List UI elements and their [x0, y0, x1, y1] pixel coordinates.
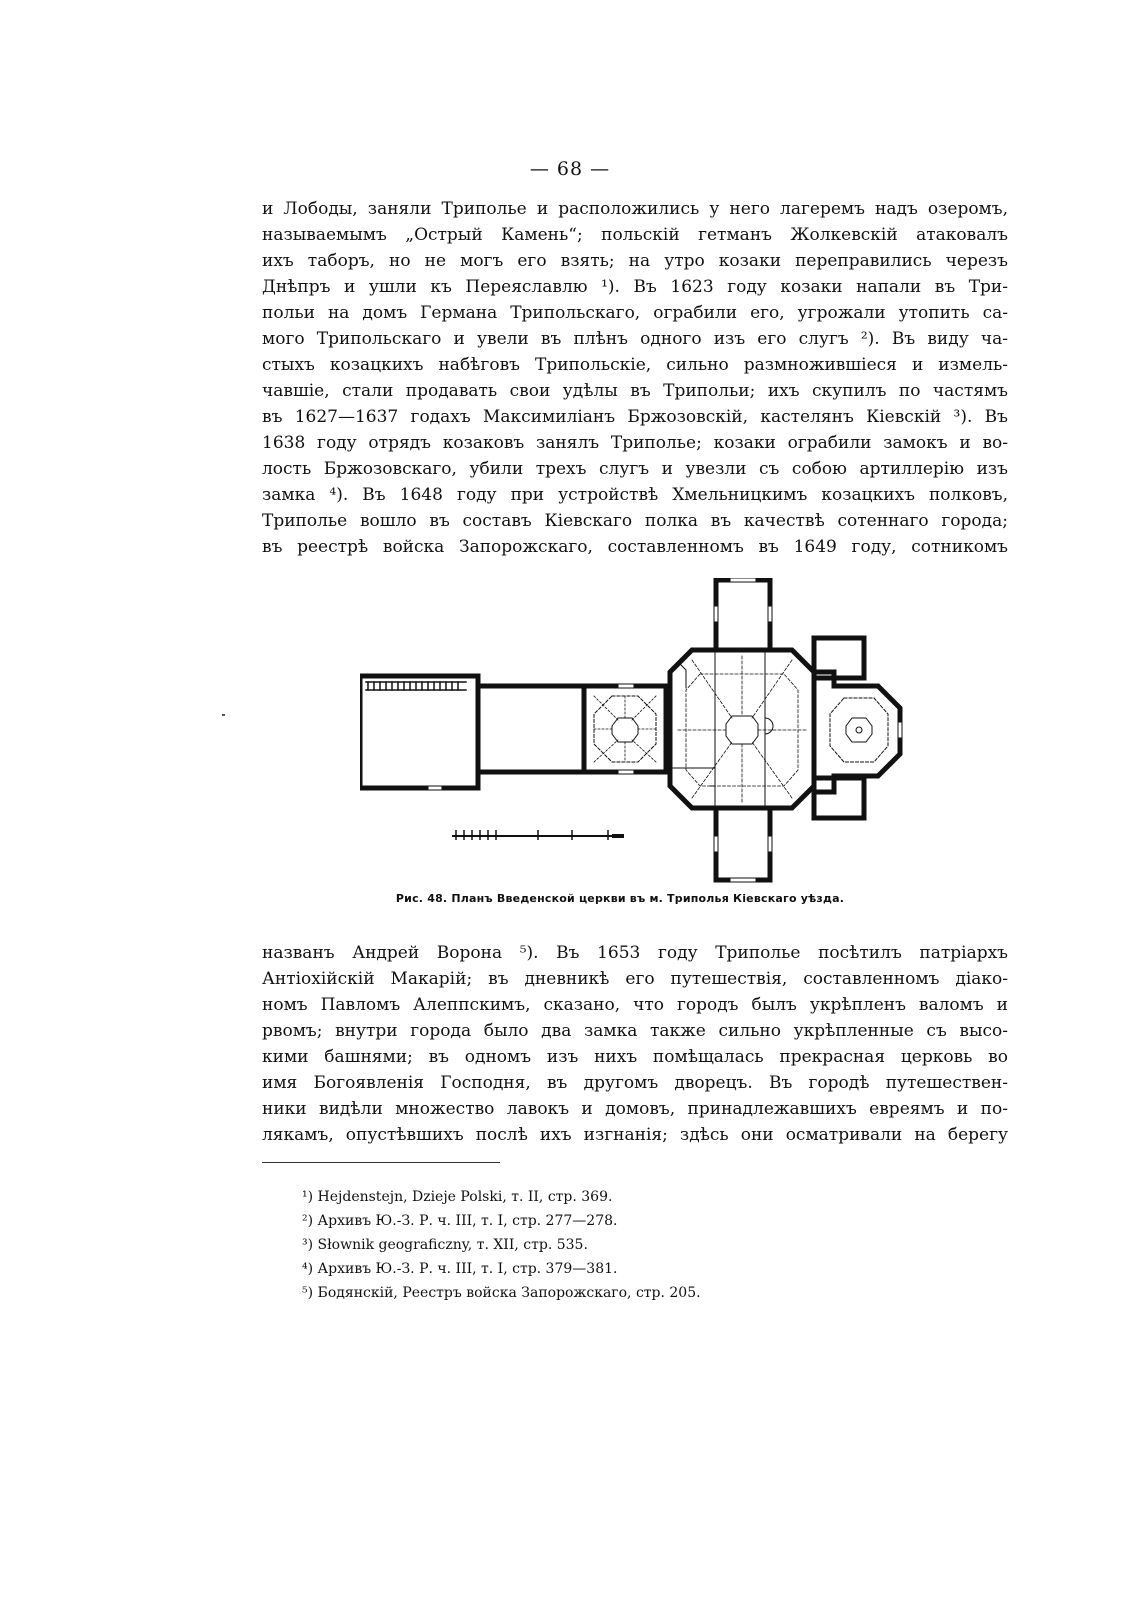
- footnote-mark: ³): [302, 1237, 314, 1253]
- text-line: замка ⁴). Въ 1648 году при устройствѣ Хмельницкимъ козацкихъ полковъ,: [262, 485, 1008, 505]
- plan-stair-hatch: [366, 682, 466, 690]
- page-number: — 68 —: [529, 158, 611, 180]
- footnote-mark: ⁴): [302, 1261, 314, 1277]
- footnote-mark: ¹): [302, 1189, 314, 1205]
- scan-speck: [222, 714, 225, 716]
- bottom-paragraph: [262, 940, 1008, 1148]
- text-line: рвомъ; внутри города было два замка также сильно укрѣпленные съ высо-: [262, 1021, 1008, 1041]
- footnote: [302, 1257, 902, 1281]
- text-line: Антіохійскій Макарій; въ дневникѣ его путешествія, составленномъ діако-: [262, 969, 1008, 989]
- text-line: польи на домъ Германа Трипольскаго, ограбили его, угрожали утопить са-: [262, 303, 1008, 323]
- church-floor-plan: [360, 578, 920, 888]
- footnote-mark: ²): [302, 1213, 314, 1229]
- plan-scale-bar: [452, 830, 624, 840]
- footnote-text: Słownik geograficzny, т. XII, стр. 535.: [313, 1237, 588, 1253]
- text-line: номъ Павломъ Алеппскимъ, сказано, что городъ былъ укрѣпленъ валомъ и: [262, 995, 1008, 1015]
- text-line: ники видѣли множество лавокъ и домовъ, принадлежавшихъ евреямъ и по-: [262, 1099, 1008, 1119]
- plan-north-arm: [716, 580, 770, 650]
- text-line: Триполье вошло въ составъ Кіевскаго полка въ качествѣ сотеннаго города;: [262, 511, 1008, 531]
- text-line: названъ Андрей Ворона ⁵). Въ 1653 году Триполье посѣтилъ патріархъ: [262, 943, 1008, 963]
- plan-west-block: [360, 676, 478, 788]
- text-line: Днѣпръ и ушли къ Переяславлю ¹). Въ 1623 году козаки напали въ Три-: [262, 277, 1008, 297]
- footnotes: [302, 1185, 902, 1305]
- footnote-rule: [262, 1162, 500, 1163]
- text-line: чавшіе, стали продавать свои удѣлы въ Трипольи; ихъ скупилъ по частямъ: [262, 381, 1008, 401]
- footnote: [302, 1185, 902, 1209]
- text-line: 1638 году отрядъ козаковъ занялъ Триполье; козаки ограбили замокъ и во-: [262, 433, 1008, 453]
- text-line: называемымъ „Острый Камень“; польскій гетманъ Жолкевскій атаковалъ: [262, 225, 1008, 245]
- text-line: въ 1627—1637 годахъ Максимиліанъ Бржозовскій, кастелянъ Кіевскій ³). Въ: [262, 407, 1008, 427]
- text-line: мого Трипольскаго и увели въ плѣнъ одного изъ его слугъ ²). Въ виду ча-: [262, 329, 1008, 349]
- footnote-text: Бодянскій, Реестръ войска Запорожскаго, стр. 205.: [313, 1285, 701, 1301]
- text-line: стыхъ козацкихъ набѣговъ Трипольскіе, сильно размножившіеся и измель-: [262, 355, 1008, 375]
- text-line: въ реестрѣ войска Запорожскаго, составленномъ въ 1649 году, сотникомъ: [262, 537, 1008, 557]
- footnote-text: Hejdenstejn, Dzieje Polski, т. II, стр. 369.: [313, 1189, 613, 1205]
- plan-south-arm: [716, 808, 770, 880]
- text-line: лякамъ, опустѣвшихъ послѣ ихъ изгнанія; здѣсь они осматривали на берегу: [262, 1125, 1008, 1145]
- plan-east-chapel-south: [814, 778, 864, 818]
- footnote: [302, 1281, 902, 1305]
- text-line: ихъ таборъ, но не могъ его взять; на утро козаки переправились черезъ: [262, 251, 1008, 271]
- text-line: лость Бржозовскаго, убили трехъ слугъ и увезли съ собою артиллерію изъ: [262, 459, 1008, 479]
- footnote: [302, 1209, 902, 1233]
- footnote-text: Архивъ Ю.-З. Р. ч. III, т. I, стр. 277—278.: [313, 1213, 618, 1229]
- top-paragraph: [262, 196, 1008, 560]
- footnote-text: Архивъ Ю.-З. Р. ч. III, т. I, стр. 379—381.: [313, 1261, 618, 1277]
- footnote-mark: ⁵): [302, 1285, 314, 1301]
- text-line: кими башнями; въ одномъ изъ нихъ помѣщалась прекрасная церковь во: [262, 1047, 1008, 1067]
- text-line: имя Богоявленія Господня, въ другомъ дворецъ. Въ городѣ путешествен-: [262, 1073, 1008, 1093]
- text-line: и Лободы, заняли Триполье и расположились у него лагеремъ надъ озеромъ,: [262, 199, 1008, 219]
- figure-caption: Рис. 48. Планъ Введенской церкви въ м. Триполья Кіевскаго уѣзда.: [395, 892, 845, 905]
- footnote: [302, 1233, 902, 1257]
